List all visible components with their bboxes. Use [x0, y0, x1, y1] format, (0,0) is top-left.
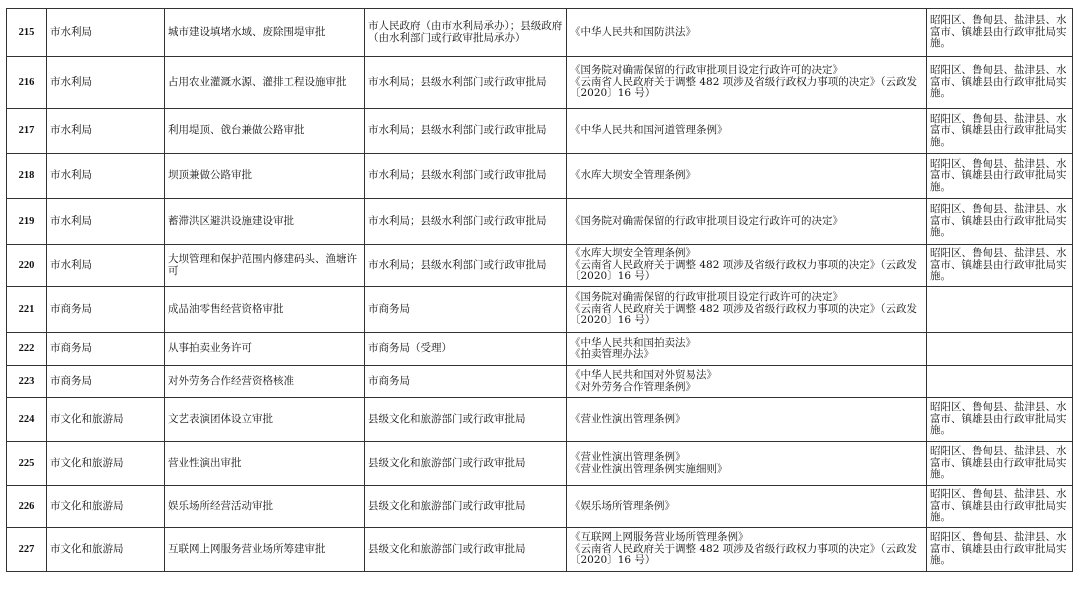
- remark-text: 昭阳区、鲁甸县、盐津县、水富市、镇雄县由行政审批局实施。: [930, 112, 1067, 148]
- table-row: [7, 333, 1073, 366]
- approval-item-cell: 坝顶兼做公路审批: [165, 154, 365, 199]
- department-cell: 市商务局: [47, 366, 165, 398]
- table-row: [7, 9, 1073, 57]
- table-row: [7, 109, 1073, 154]
- approval-item-cell: 城市建设填堵水域、废除围堤审批: [165, 9, 365, 57]
- legal-basis-cell: [567, 245, 927, 287]
- table-row: [7, 398, 1073, 442]
- implementing-authority-cell: 市水利局；县级水利部门或行政审批局: [365, 154, 567, 199]
- remark-cell: [927, 333, 1073, 366]
- implementing-authority-cell: 市水利局；县级水利部门或行政审批局: [365, 199, 567, 245]
- row-number-cell: 218: [7, 154, 47, 199]
- legal-basis-cell: [567, 486, 927, 528]
- row-number-cell: 226: [7, 486, 47, 528]
- department-cell: 市商务局: [47, 287, 165, 333]
- remark-text: 昭阳区、鲁甸县、盐津县、水富市、镇雄县由行政审批局实施。: [930, 247, 1067, 283]
- legal-basis-line: 《国务院对确需保留的行政审批项目设定行政许可的决定》: [570, 291, 843, 304]
- legal-basis-line: 《营业性演出管理条例》: [570, 451, 686, 463]
- implementing-authority-cell: 市水利局；县级水利部门或行政审批局: [365, 245, 567, 287]
- legal-basis-line: 《中华人民共和国防洪法》: [570, 25, 696, 38]
- legal-basis-line: 《国务院对确需保留的行政审批项目设定行政许可的决定》: [570, 64, 843, 77]
- approval-item-cell: 占用农业灌溉水源、灌排工程设施审批: [165, 57, 365, 109]
- table-body: [7, 9, 1073, 572]
- legal-basis-line: 《娱乐场所管理条例》: [570, 499, 675, 512]
- remark-cell: [927, 442, 1073, 486]
- approval-item-cell: 利用堤顶、戗台兼做公路审批: [165, 109, 365, 154]
- legal-basis-cell: [567, 333, 927, 366]
- remark-cell: [927, 9, 1073, 57]
- department-cell: 市商务局: [47, 333, 165, 366]
- department-cell: 市水利局: [47, 154, 165, 199]
- implementing-authority-cell: 市商务局（受理）: [365, 333, 567, 366]
- table-row: [7, 287, 1073, 333]
- table-row: [7, 199, 1073, 245]
- row-number-cell: 216: [7, 57, 47, 109]
- row-number-cell: 223: [7, 366, 47, 398]
- legal-basis-cell: [567, 199, 927, 245]
- department-cell: 市文化和旅游局: [47, 528, 165, 572]
- legal-basis-cell: [567, 9, 927, 57]
- table-row: [7, 366, 1073, 398]
- legal-basis-line: 《国务院对确需保留的行政审批项目设定行政许可的决定》: [570, 214, 843, 227]
- row-number-cell: 224: [7, 398, 47, 442]
- implementing-authority-cell: 市人民政府（由市水利局承办）；县级政府（由水利部门或行政审批局承办）: [365, 9, 567, 57]
- approval-item-cell: 大坝管理和保护范围内修建码头、渔塘许可: [165, 245, 365, 287]
- legal-basis-line: 《云南省人民政府关于调整 482 项涉及省级行政权力事项的决定》（云政发〔2020〕16 号）: [570, 258, 917, 283]
- table-row: [7, 442, 1073, 486]
- approval-item-cell: 互联网上网服务营业场所筹建审批: [165, 528, 365, 572]
- remark-text: 昭阳区、鲁甸县、盐津县、水富市、镇雄县由行政审批局实施。: [930, 203, 1067, 239]
- row-number-cell: 219: [7, 199, 47, 245]
- remark-text: 昭阳区、鲁甸县、盐津县、水富市、镇雄县由行政审批局实施。: [930, 488, 1067, 524]
- remark-text: 昭阳区、鲁甸县、盐津县、水富市、镇雄县由行政审批局实施。: [930, 157, 1067, 193]
- legal-basis-line: 《云南省人民政府关于调整 482 项涉及省级行政权力事项的决定》（云政发〔2020〕16 号）: [570, 302, 917, 327]
- row-number-cell: 217: [7, 109, 47, 154]
- legal-basis-cell: [567, 154, 927, 199]
- legal-basis-line: 《互联网上网服务营业场所管理条例》: [570, 531, 749, 544]
- remark-cell: [927, 528, 1073, 572]
- approval-item-cell: 从事拍卖业务许可: [165, 333, 365, 366]
- remark-cell: [927, 57, 1073, 109]
- remark-cell: [927, 287, 1073, 333]
- implementing-authority-cell: 县级文化和旅游部门或行政审批局: [365, 486, 567, 528]
- approval-items-table: [6, 8, 1073, 572]
- department-cell: 市水利局: [47, 109, 165, 154]
- implementing-authority-cell: 市商务局: [365, 287, 567, 333]
- legal-basis-line: 《中华人民共和国拍卖法》: [570, 336, 696, 349]
- legal-basis-cell: [567, 398, 927, 442]
- row-number-cell: 222: [7, 333, 47, 366]
- remark-text: 昭阳区、鲁甸县、盐津县、水富市、镇雄县由行政审批局实施。: [930, 401, 1067, 437]
- legal-basis-cell: [567, 57, 927, 109]
- remark-text: 昭阳区、鲁甸县、盐津县、水富市、镇雄县由行政审批局实施。: [930, 14, 1067, 50]
- legal-basis-cell: [567, 528, 927, 572]
- remark-cell: [927, 154, 1073, 199]
- remark-cell: [927, 398, 1073, 442]
- legal-basis-line: 《营业性演出管理条例》: [570, 412, 686, 425]
- approval-item-cell: 对外劳务合作经营资格核准: [165, 366, 365, 398]
- department-cell: 市文化和旅游局: [47, 442, 165, 486]
- department-cell: 市水利局: [47, 57, 165, 109]
- approval-item-cell: 成品油零售经营资格审批: [165, 287, 365, 333]
- department-cell: 市文化和旅游局: [47, 398, 165, 442]
- legal-basis-cell: [567, 287, 927, 333]
- table-row: [7, 245, 1073, 287]
- legal-basis-line: 《水库大坝安全管理条例》: [570, 247, 696, 260]
- approval-item-cell: 文艺表演团体设立审批: [165, 398, 365, 442]
- implementing-authority-cell: 市商务局: [365, 366, 567, 398]
- table-row: [7, 154, 1073, 199]
- table-row: [7, 57, 1073, 109]
- remark-text: 昭阳区、鲁甸县、盐津县、水富市、镇雄县由行政审批局实施。: [930, 64, 1067, 100]
- department-cell: 市水利局: [47, 199, 165, 245]
- remark-cell: [927, 109, 1073, 154]
- implementing-authority-cell: 县级文化和旅游部门或行政审批局: [365, 528, 567, 572]
- approval-item-cell: 蓄滞洪区避洪设施建设审批: [165, 199, 365, 245]
- legal-basis-line: 《中华人民共和国对外贸易法》: [570, 369, 717, 381]
- approval-item-cell: 营业性演出审批: [165, 442, 365, 486]
- remark-cell: [927, 245, 1073, 287]
- table-row: [7, 486, 1073, 528]
- department-cell: 市文化和旅游局: [47, 486, 165, 528]
- legal-basis-line: 《拍卖管理办法》: [570, 348, 654, 360]
- remark-cell: [927, 199, 1073, 245]
- implementing-authority-cell: 市水利局；县级水利部门或行政审批局: [365, 57, 567, 109]
- legal-basis-cell: [567, 109, 927, 154]
- remark-text: 昭阳区、鲁甸县、盐津县、水富市、镇雄县由行政审批局实施。: [930, 445, 1067, 481]
- remark-text: 昭阳区、鲁甸县、盐津县、水富市、镇雄县由行政审批局实施。: [930, 531, 1067, 567]
- department-cell: 市水利局: [47, 9, 165, 57]
- table-row: [7, 528, 1073, 572]
- implementing-authority-cell: 市水利局；县级水利部门或行政审批局: [365, 109, 567, 154]
- legal-basis-line: 《云南省人民政府关于调整 482 项涉及省级行政权力事项的决定》（云政发〔2020〕16 号）: [570, 542, 917, 567]
- legal-basis-line: 《水库大坝安全管理条例》: [570, 169, 696, 182]
- row-number-cell: 221: [7, 287, 47, 333]
- legal-basis-cell: [567, 366, 927, 398]
- department-cell: 市水利局: [47, 245, 165, 287]
- row-number-cell: 220: [7, 245, 47, 287]
- legal-basis-line: 《云南省人民政府关于调整 482 项涉及省级行政权力事项的决定》（云政发〔2020〕16 号）: [570, 75, 917, 100]
- approval-item-cell: 娱乐场所经营活动审批: [165, 486, 365, 528]
- row-number-cell: 225: [7, 442, 47, 486]
- legal-basis-line: 《对外劳务合作管理条例》: [570, 380, 696, 393]
- row-number-cell: 227: [7, 528, 47, 572]
- row-number-cell: 215: [7, 9, 47, 57]
- legal-basis-line: 《营业性演出管理条例实施细则》: [570, 462, 728, 475]
- implementing-authority-cell: 县级文化和旅游部门或行政审批局: [365, 442, 567, 486]
- implementing-authority-cell: 县级文化和旅游部门或行政审批局: [365, 398, 567, 442]
- legal-basis-line: 《中华人民共和国河道管理条例》: [570, 124, 728, 137]
- remark-cell: [927, 486, 1073, 528]
- remark-cell: [927, 366, 1073, 398]
- legal-basis-cell: [567, 442, 927, 486]
